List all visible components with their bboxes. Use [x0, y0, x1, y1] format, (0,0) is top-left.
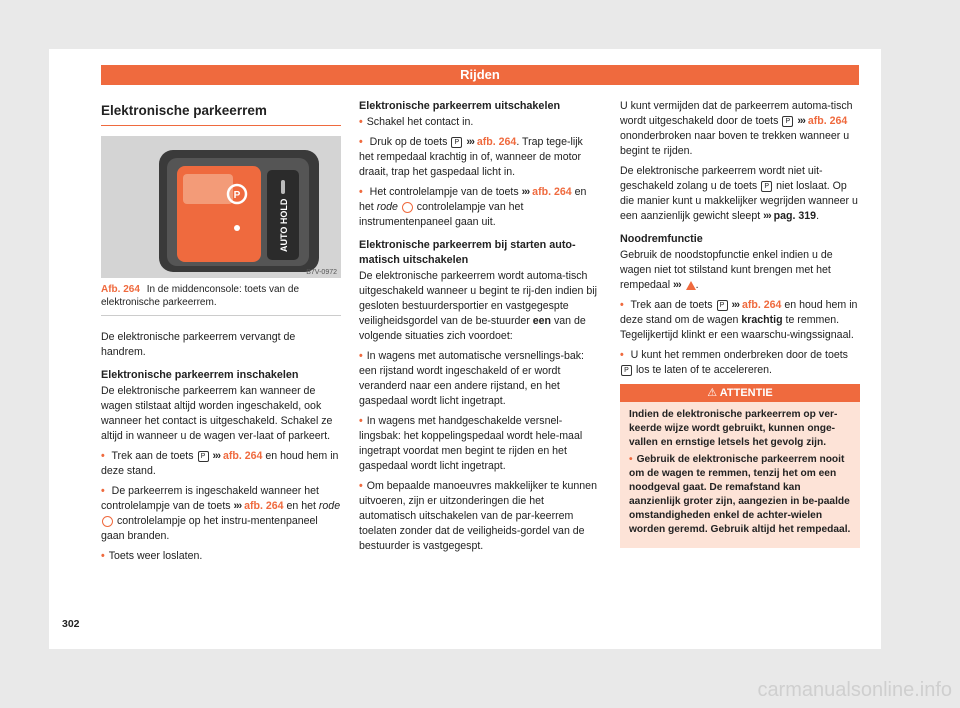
bullet-druk: • Druk op de toets P ››› afb. 264. Trap tege-lijk het rempedaal krachtig in of, wanneer de motor draait, trap het gaspedaal licht in. — [359, 135, 599, 180]
parking-brake-illustration — [101, 136, 341, 278]
paragraph-automatisch: De elektronische parkeerrem wordt automa-tisch uitgeschakeld wanneer u begint te rij-den indien bij gesloten bestuurdersportier en vastgegespte veiligheidsgordel van de be-stuurder een van de volgende situaties zich voordoet: — [359, 270, 597, 342]
page-number: 302 — [62, 618, 80, 630]
attention-bullet: • Gebruik de elektronische parkeerrem nooit om de wagen te remmen, tenzij het om een noodgeval gaat. De remafstand kan aanzienlijk groter zijn, aangezien in be-paalde omstandigheden enkel de achter-wielen worden geremd. Gebruik altijd het rempedaal. — [629, 453, 851, 537]
bullet-contact: • Schakel het contact in. — [359, 115, 599, 130]
paragraph-inschakelen: De elektronische parkeerrem kan wanneer de wagen stilstaat altijd worden ingeschakeld, ook wanneer het contact is uitgeschakeld. Schakel ze altijd in wanneer u de wagen ver-laat of parkeert. — [101, 385, 333, 442]
parking-brake-button-icon: P — [198, 451, 209, 462]
figure-caption — [101, 284, 341, 316]
auto-hold-label: AUTO HOLD — [279, 198, 289, 252]
section-title: Elektronische parkeerrem — [101, 103, 341, 126]
bullet-3: • Toets weer loslaten. — [101, 549, 341, 564]
warning-triangle-icon: ⚠ — [707, 387, 718, 399]
bullet-2: • De parkeerrem is ingeschakeld wanneer het controlelampje van de toets ››› afb. 264 en het rode controlelampje op het instru-mentenpaneel gaan branden. — [101, 484, 341, 544]
chapter-header: Rijden — [101, 65, 859, 85]
heading-noodrem: Noodremfunctie — [620, 233, 703, 245]
bullet-controlelampje: • Het controlelampje van de toets ››› afb. 264 en het rode controlelampje van het instrumentenpaneel gaan uit. — [359, 185, 599, 230]
heading-uitschakelen: Elektronische parkeerrem uitschakelen — [359, 100, 561, 112]
bullet-manoeuvres: • Om bepaalde manoeuvres makkelijker te kunnen uitvoeren, zijn er uitzonderingen die het automatisch uitschakelen van de par-keerrem toelaten zonder dat de veiligheids-gordel van de bestuurder is vastgegespt. — [359, 479, 599, 554]
bullet-onderbreken: • U kunt het remmen onderbreken door de toets P los te laten of te accelereren. — [620, 348, 860, 378]
caption-text: In de middenconsole: toets van de elektronische parkeerrem. — [101, 284, 300, 308]
parking-brake-lamp-icon — [402, 202, 413, 213]
bullet-handgeschakeld: • In wagens met handgeschakelde versnel-lingsbak: het koppelingspedaal wordt hele-maal ingetrapt voordat men begint te rijden en het gaspedaal wordt licht ingetrapt. — [359, 414, 599, 474]
svg-text:P: P — [233, 190, 241, 201]
parking-brake-button-icon: P — [782, 116, 793, 127]
figure-link[interactable]: afb. 264 — [476, 136, 517, 148]
figure-link[interactable]: afb. 264 — [532, 186, 572, 198]
paragraph-noodrem: Gebruik de noodstopfunctie enkel indien u de wagen niet tot stilstand kunt brengen met het rempedaal ››› . — [620, 249, 833, 291]
parking-brake-button-icon: P — [717, 300, 728, 311]
watermark: carmanualsonline.info — [757, 679, 952, 701]
caption-ref: Afb. 264 — [101, 284, 140, 295]
attention-box — [620, 384, 860, 548]
parking-brake-button-icon: P — [761, 181, 772, 192]
warning-triangle-icon[interactable] — [686, 281, 696, 290]
column-1 — [101, 93, 341, 569]
figure-link[interactable]: afb. 264 — [244, 500, 284, 512]
figure-code: B7V-0972 — [306, 269, 337, 276]
parking-brake-button-icon: P — [621, 365, 632, 376]
manual-page — [49, 49, 881, 649]
page-link[interactable]: pag. 319 — [773, 210, 817, 222]
figure-link[interactable]: afb. 264 — [807, 115, 848, 127]
bullet-1: • Trek aan de toets P ››› afb. 264 en houd hem in deze stand. — [101, 449, 341, 479]
column-2 — [359, 93, 599, 559]
parking-brake-figure — [101, 136, 341, 278]
bullet-automatisch: • In wagens met automatische versnellings-bak: een rijstand wordt ingeschakeld of er wordt veranderd naar een andere rijstand, en het gaspedaal wordt licht ingetrapt. — [359, 349, 599, 409]
paragraph-niet-uitgeschakeld: De elektronische parkeerrem wordt niet uit-geschakeld zolang u de toets P niet loslaat. Op die manier kunt u makkelijker wegrijden wanneer u een aanzienlijk gewicht sleept ››› pag. 319. — [620, 165, 858, 222]
parking-brake-button-icon: P — [451, 137, 462, 148]
bullet-trek: • Trek aan de toets P ››› afb. 264 en houd hem in deze stand om de wagen krachtig te remmen. Tegelijkertijd klinkt er een waarschu-wingssignaal. — [620, 298, 860, 343]
parking-brake-lamp-icon — [102, 516, 113, 527]
attention-paragraph: Indien de elektronische parkeerrem op ver-keerde wijze wordt gebruikt, kunnen onge-vallen en ernstige letsels het gevolg zijn. — [629, 409, 838, 448]
figure-link[interactable]: afb. 264 — [223, 450, 263, 462]
column-3 — [620, 93, 860, 548]
attention-header: ⚠ ATTENTIE — [707, 387, 773, 399]
intro-paragraph: De elektronische parkeerrem vervangt de handrem. — [101, 331, 296, 358]
heading-automatisch: Elektronische parkeerrem bij starten auto-matisch uitschakelen — [359, 239, 576, 266]
figure-link[interactable]: afb. 264 — [742, 299, 782, 311]
paragraph-vermijden: U kunt vermijden dat de parkeerrem automa-tisch wordt uitgeschakeld door de toets P ››› afb. 264 ononderbroken naar boven te trekken wanneer u begint te rijden. — [620, 100, 853, 157]
heading-inschakelen: Elektronische parkeerrem inschakelen — [101, 369, 299, 381]
